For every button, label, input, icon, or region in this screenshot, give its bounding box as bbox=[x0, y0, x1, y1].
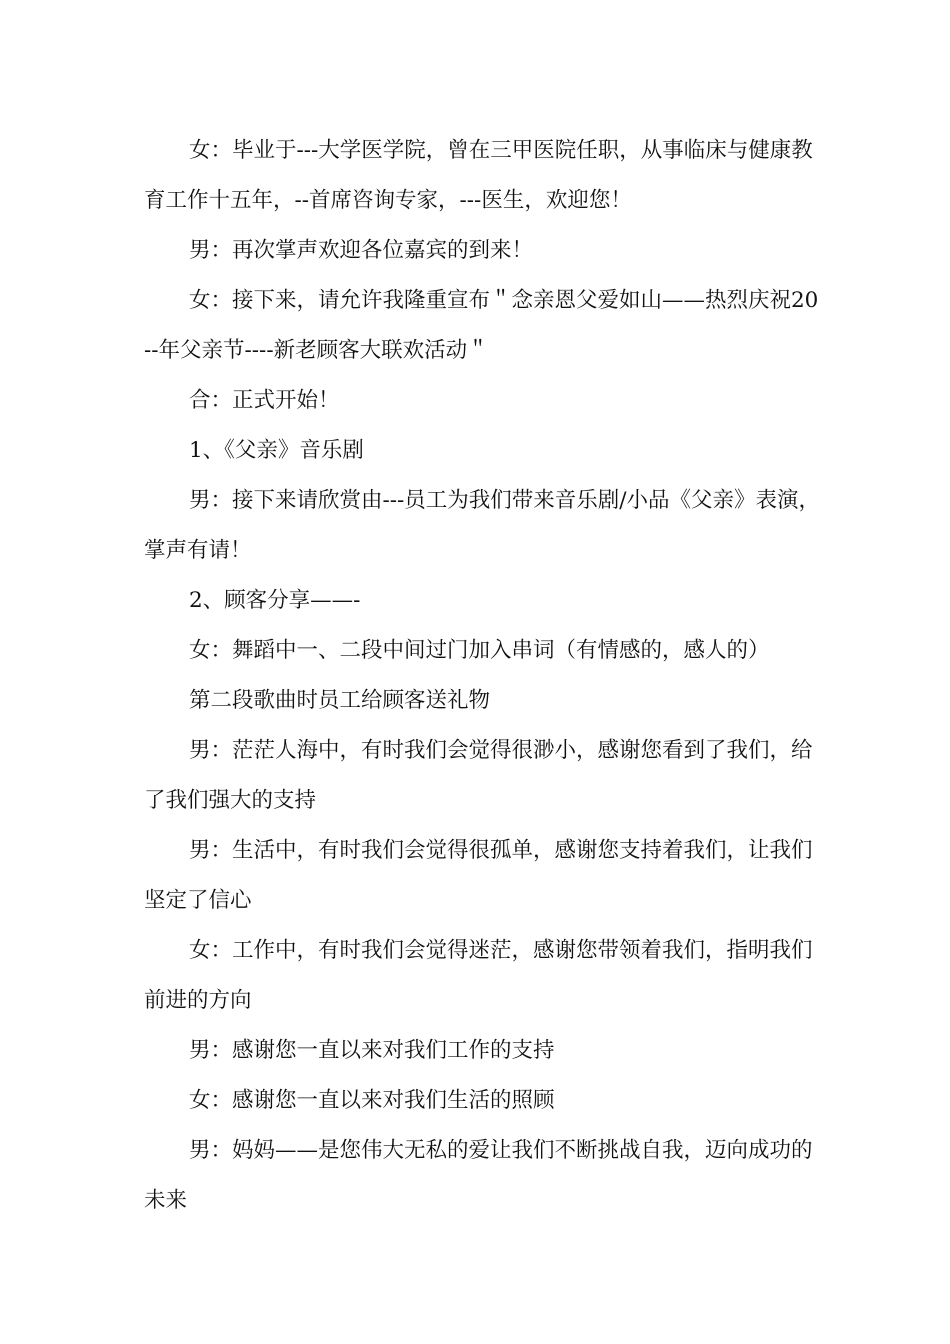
paragraph: 女：接下来，请允许我隆重宣布＂念亲恩父爱如山——热烈庆祝20--年父亲节----新老顾客大联欢活动＂ bbox=[144, 288, 819, 363]
paragraph: 男：感谢您一直以来对我们工作的支持 bbox=[189, 1038, 555, 1063]
paragraph: 第二段歌曲时员工给顾客送礼物 bbox=[189, 688, 491, 713]
document-body bbox=[144, 126, 824, 1226]
paragraph: 1、《父亲》音乐剧 bbox=[189, 438, 364, 463]
paragraph: 合：正式开始！ bbox=[189, 388, 340, 413]
paragraph: 2、顾客分享——- bbox=[189, 588, 361, 613]
paragraph: 女：感谢您一直以来对我们生活的照顾 bbox=[189, 1088, 555, 1113]
paragraph: 男：妈妈——是您伟大无私的爱让我们不断挑战自我，迈向成功的未来 bbox=[144, 1138, 813, 1213]
paragraph: 男：茫茫人海中，有时我们会觉得很渺小，感谢您看到了我们，给了我们强大的支持 bbox=[144, 738, 813, 813]
paragraph: 女：工作中，有时我们会觉得迷茫，感谢您带领着我们，指明我们前进的方向 bbox=[144, 938, 813, 1013]
paragraph: 男：生活中，有时我们会觉得很孤单，感谢您支持着我们，让我们坚定了信心 bbox=[144, 838, 813, 913]
paragraph: 男：接下来请欣赏由---员工为我们带来音乐剧/小品《父亲》表演，掌声有请！ bbox=[144, 488, 821, 563]
paragraph: 男：再次掌声欢迎各位嘉宾的到来！ bbox=[189, 238, 534, 263]
paragraph: 女：毕业于---大学医学院，曾在三甲医院任职，从事临床与健康教育工作十五年，--首席咨询专家，---医生，欢迎您！ bbox=[144, 138, 813, 213]
paragraph: 女：舞蹈中一、二段中间过门加入串词（有情感的，感人的） bbox=[189, 638, 770, 663]
